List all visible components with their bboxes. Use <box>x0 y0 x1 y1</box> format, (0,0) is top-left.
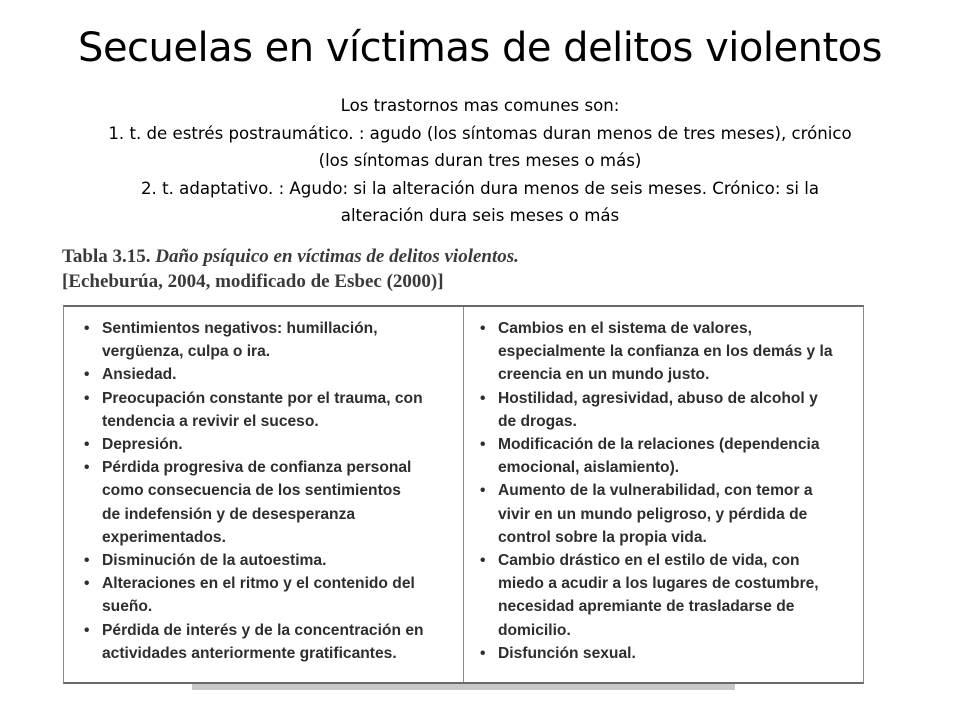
list-item-line: • Alteraciones en el ritmo y el contenido del <box>102 575 415 593</box>
list-item-line: necesidad apremiante de trasladarse de <box>498 598 795 616</box>
list-item-line: especialmente la confianza en los demás y la <box>498 343 833 361</box>
caption-label: Tabla 3.15. <box>62 246 151 267</box>
table-shadow <box>192 684 735 690</box>
list-item-line: • Pérdida progresiva de confianza personal <box>102 459 412 477</box>
list-item-line: • Disminución de la autoestima. <box>102 552 327 570</box>
table-caption <box>62 244 862 294</box>
list-item <box>478 642 863 665</box>
list-item-line: • Hostilidad, agresividad, abuso de alcohol y <box>498 389 818 407</box>
intro-line: 1. t. de estrés postraumático. : agudo (los síntomas duran menos de tres meses), crónico <box>108 123 852 143</box>
list-item-line: creencia en un mundo justo. <box>498 366 710 384</box>
intro-line: alteración dura seis meses o más <box>340 206 620 225</box>
intro-line: (los síntomas duran tres meses o más) <box>318 151 642 170</box>
list-item-line: • Sentimientos negativos: humillación, <box>102 320 378 337</box>
list-item-line: • Ansiedad. <box>102 366 177 384</box>
caption-source: [Echeburúa, 2004, modificado de Esbec (2000)] <box>62 271 444 292</box>
list-item-line: • Pérdida de interés y de la concentración en <box>102 621 424 639</box>
list-item <box>82 363 463 386</box>
list-item-line: control sobre la propia vida. <box>498 528 707 546</box>
list-item-line: experimentados. <box>102 528 226 546</box>
list-item <box>82 387 463 433</box>
list-item <box>82 456 463 549</box>
intro-text <box>20 92 940 230</box>
damage-table <box>63 305 864 684</box>
list-item-line: emocional, aislamiento). <box>498 459 680 477</box>
list-item-line: tendencia a revivir el suceso. <box>102 412 319 430</box>
list-item <box>478 549 863 642</box>
list-item-line: actividades anteriormente gratificantes. <box>102 644 397 662</box>
list-item-line: vivir en un mundo peligroso, y pérdida de <box>498 505 808 523</box>
list-item <box>82 433 463 456</box>
list-item-line: • Modificación de la relaciones (dependencia <box>498 436 820 454</box>
list-item <box>478 433 863 479</box>
list-item-line: domicilio. <box>498 621 571 639</box>
list-item <box>478 317 863 387</box>
list-item-line: como consecuencia de los sentimientos <box>102 482 401 500</box>
table-column-left <box>64 307 464 682</box>
intro-line: 2. t. adaptativo. : Agudo: si la alteración dura menos de seis meses. Crónico: si la <box>140 178 820 198</box>
table-column-right <box>464 307 863 682</box>
right-list <box>478 317 863 665</box>
list-item <box>82 619 463 665</box>
intro-line: Los trastornos mas comunes son: <box>340 96 620 115</box>
list-item <box>82 572 463 618</box>
list-item-line: vergüenza, culpa o ira. <box>102 343 271 361</box>
caption-title: Daño psíquico en víctimas de delitos violentos. <box>155 246 519 267</box>
list-item-line: • Depresión. <box>102 436 183 454</box>
list-item-line: • Cambio drástico en el estilo de vida, con <box>498 552 800 570</box>
list-item-line: sueño. <box>102 598 153 616</box>
list-item <box>478 479 863 549</box>
list-item-line: de indefensión y de desesperanza <box>102 505 356 523</box>
list-item <box>478 387 863 433</box>
list-item-line: de drogas. <box>498 412 577 430</box>
list-item-line: • Cambios en el sistema de valores, <box>498 320 752 337</box>
list-item <box>82 317 463 363</box>
list-item-line: • Preocupación constante por el trauma, con <box>102 389 423 407</box>
left-list <box>82 317 463 665</box>
list-item-line: miedo a acudir a los lugares de costumbre, <box>498 575 819 593</box>
list-item-line: • Disfunción sexual. <box>498 644 636 662</box>
slide-title: Secuelas en víctimas de delitos violentos <box>78 25 882 71</box>
list-item <box>82 549 463 572</box>
list-item-line: • Aumento de la vulnerabilidad, con temor a <box>498 482 813 500</box>
